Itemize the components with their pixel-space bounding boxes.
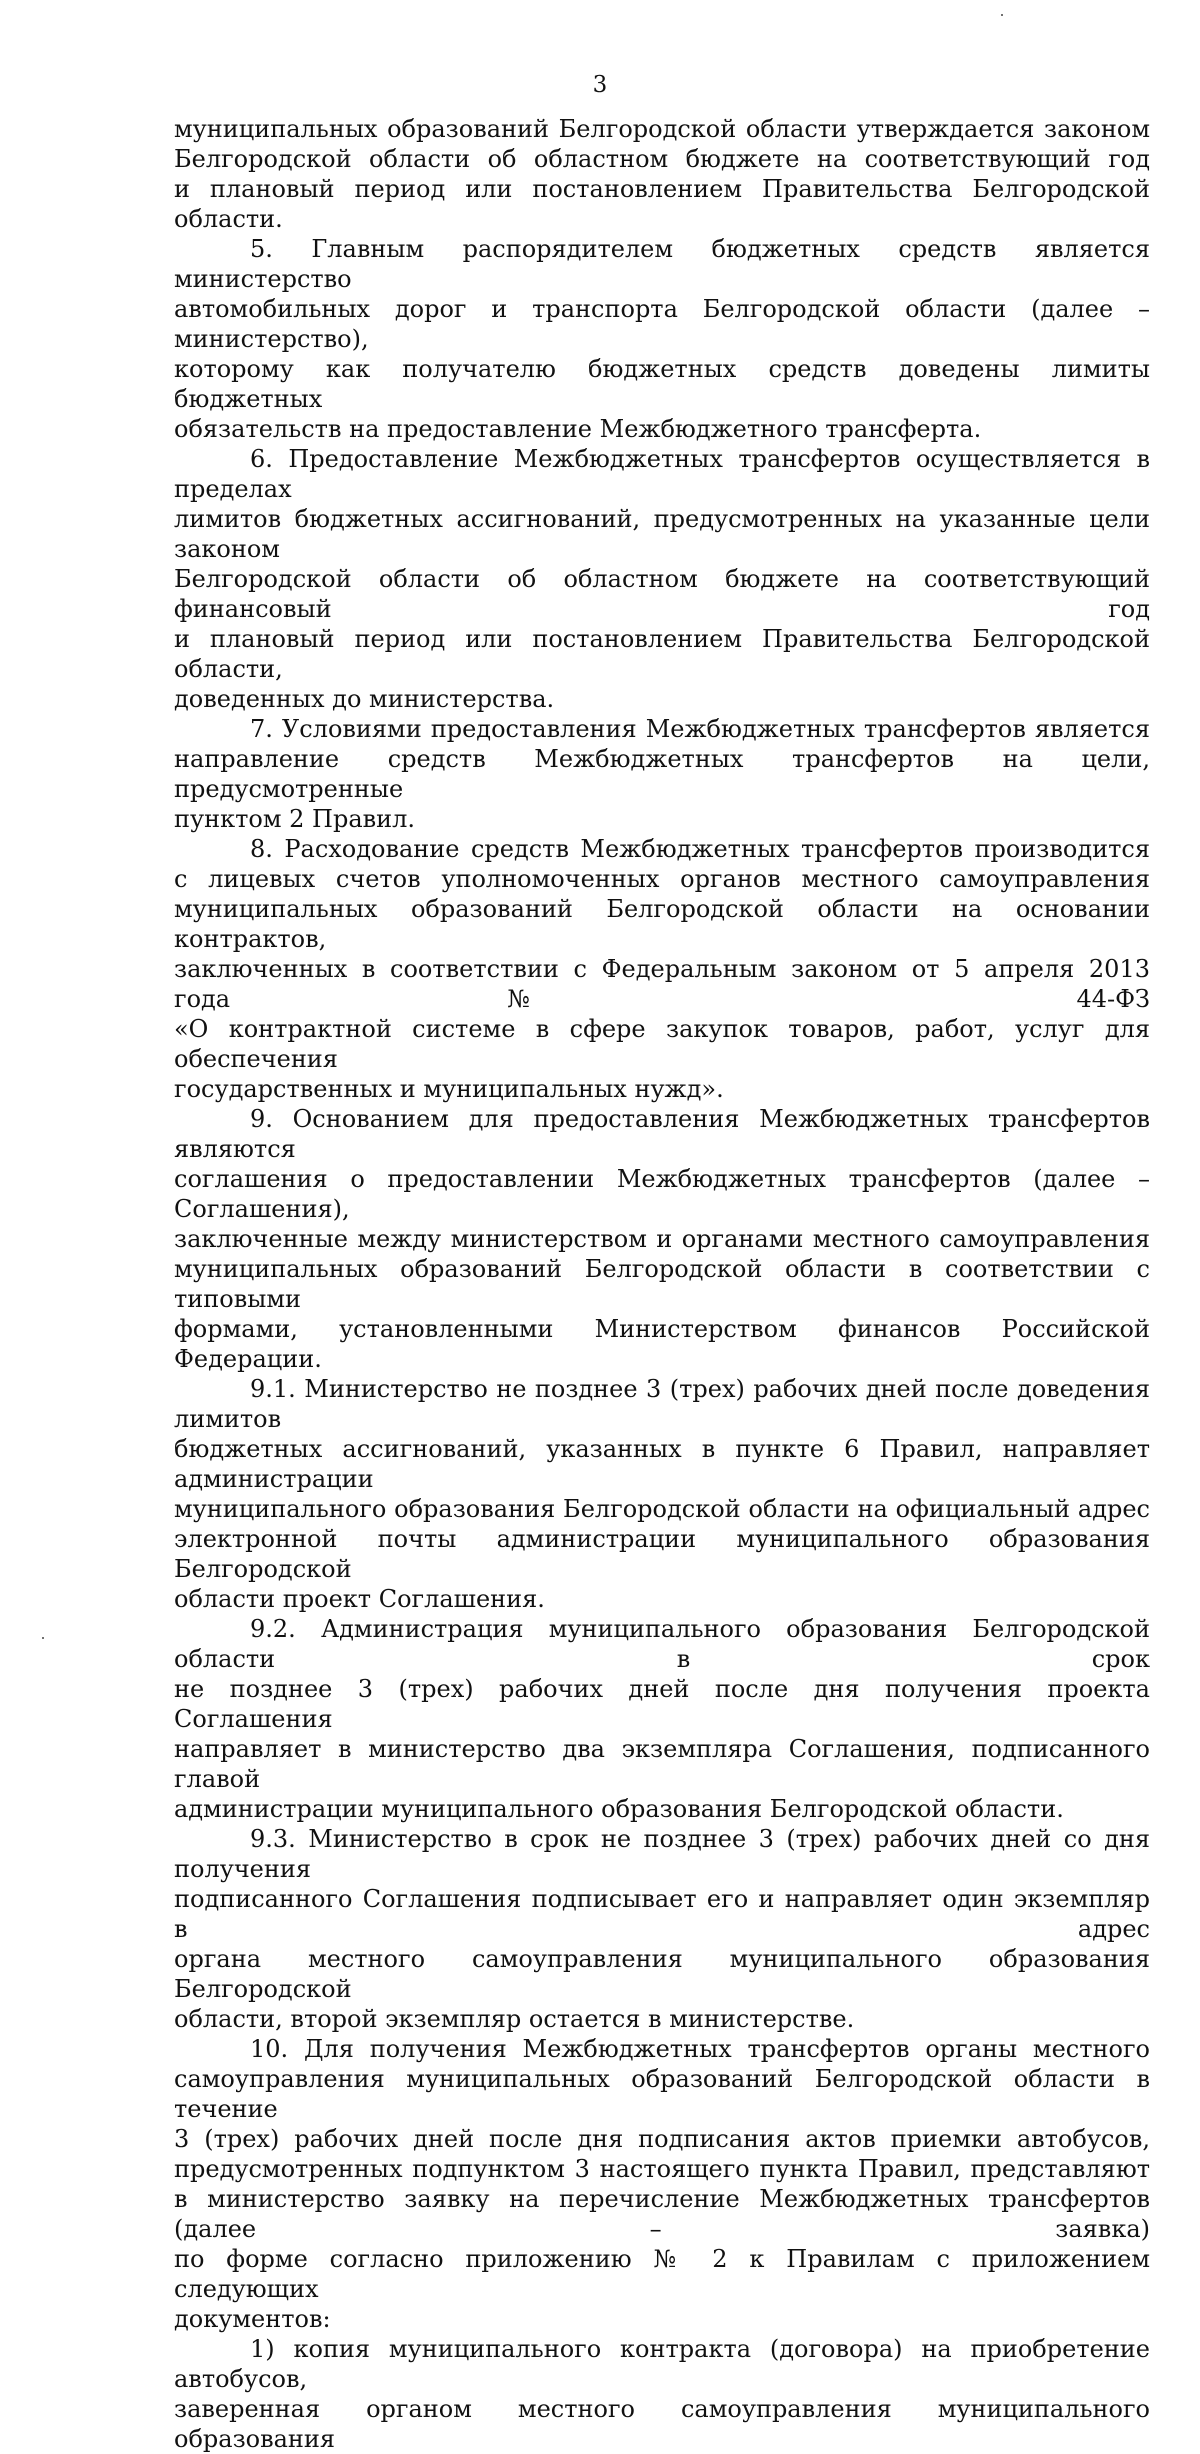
document-text-line: по форме согласно приложению № 2 к Правилам с приложением следующих <box>174 2245 1150 2303</box>
document-text-line: 6. Предоставление Межбюджетных трансфертов осуществляется в пределах <box>174 445 1150 503</box>
document-text-line: 1) копия муниципального контракта (договора) на приобретение автобусов, <box>174 2335 1150 2393</box>
document-text-line: органа местного самоуправления муниципального образования Белгородской <box>174 1945 1150 2003</box>
scan-speck <box>42 1637 44 1639</box>
document-text-line: бюджетных ассигнований, указанных в пункте 6 Правил, направляет администрации <box>174 1435 1150 1493</box>
document-text-line: и плановый период или постановлением Правительства Белгородской области. <box>174 175 1150 233</box>
document-text-line: муниципальных образований Белгородской области утверждается законом <box>174 115 1150 143</box>
document-text-line: заключенные между министерством и органами местного самоуправления <box>174 1225 1150 1253</box>
document-text-line: 7. Условиями предоставления Межбюджетных трансфертов является <box>250 715 1150 743</box>
document-text-line: в министерство заявку на перечисление Межбюджетных трансфертов (далее – заявка) <box>174 2185 1150 2243</box>
document-text-line: области проект Соглашения. <box>174 1585 545 1613</box>
scan-speck <box>1001 14 1003 16</box>
document-text-line: формами, установленными Министерством финансов Российской Федерации. <box>174 1315 1150 1373</box>
document-text-line: заключенных в соответствии с Федеральным законом от 5 апреля 2013 года № 44-ФЗ <box>174 955 1150 1013</box>
document-text-line: государственных и муниципальных нужд». <box>174 1075 724 1103</box>
document-text-line: направление средств Межбюджетных трансфертов на цели, предусмотренные <box>174 745 1150 803</box>
document-text-line: 8. Расходование средств Межбюджетных трансфертов производится <box>250 835 1150 863</box>
document-text-line: 3 (трех) рабочих дней после дня подписания актов приемки автобусов, <box>174 2125 1150 2153</box>
document-text-line: заверенная органом местного самоуправления муниципального образования <box>174 2395 1150 2453</box>
document-text-line: муниципального образования Белгородской области на официальный адрес <box>174 1495 1150 1523</box>
document-text-line: обязательств на предоставление Межбюджетного трансферта. <box>174 415 982 443</box>
document-text-line: самоуправления муниципальных образований Белгородской области в течение <box>174 2065 1150 2123</box>
document-text-line: муниципальных образований Белгородской области на основании контрактов, <box>174 895 1150 953</box>
document-text-line: Белгородской области об областном бюджете на соответствующий год <box>174 145 1150 173</box>
document-text-line: доведенных до министерства. <box>174 685 555 713</box>
document-text-line: электронной почты администрации муниципального образования Белгородской <box>174 1525 1150 1583</box>
document-text-line: муниципальных образований Белгородской области в соответствии с типовыми <box>174 1255 1150 1313</box>
document-text-line: направляет в министерство два экземпляра Соглашения, подписанного главой <box>174 1735 1150 1793</box>
document-text-line: 9. Основанием для предоставления Межбюджетных трансфертов являются <box>174 1105 1150 1163</box>
document-text-line: лимитов бюджетных ассигнований, предусмотренных на указанные цели законом <box>174 505 1150 563</box>
document-text-line: «О контрактной системе в сфере закупок товаров, работ, услуг для обеспечения <box>174 1015 1150 1073</box>
document-text-line: документов: <box>174 2305 331 2333</box>
document-text-line: не позднее 3 (трех) рабочих дней после дня получения проекта Соглашения <box>174 1675 1150 1733</box>
document-text-line: которому как получателю бюджетных средств доведены лимиты бюджетных <box>174 355 1150 413</box>
document-text-line: пунктом 2 Правил. <box>174 805 416 833</box>
document-text-line: и плановый период или постановлением Правительства Белгородской области, <box>174 625 1150 683</box>
page-number: 3 <box>592 72 608 98</box>
document-text-line: соглашения о предоставлении Межбюджетных трансфертов (далее – Соглашения), <box>174 1165 1150 1223</box>
document-text-line: с лицевых счетов уполномоченных органов местного самоуправления <box>174 865 1150 893</box>
document-text-line: Белгородской области об областном бюджете на соответствующий финансовый год <box>174 565 1150 623</box>
document-text-line: администрации муниципального образования Белгородской области. <box>174 1795 1064 1823</box>
document-body-text <box>174 114 1150 2454</box>
document-text-line: 9.3. Министерство в срок не позднее 3 (трех) рабочих дней со дня получения <box>174 1825 1150 1883</box>
document-text-line: 5. Главным распорядителем бюджетных средств является министерство <box>174 235 1150 293</box>
document-text-line: 10. Для получения Межбюджетных трансфертов органы местного <box>250 2035 1150 2063</box>
document-text-line: области, второй экземпляр остается в министерстве. <box>174 2005 855 2033</box>
document-text-line: автомобильных дорог и транспорта Белгородской области (далее – министерство), <box>174 295 1150 353</box>
document-text-line: предусмотренных подпунктом 3 настоящего пункта Правил, представляют <box>174 2155 1150 2183</box>
document-text-line: 9.1. Министерство не позднее 3 (трех) рабочих дней после доведения лимитов <box>174 1375 1150 1433</box>
document-text-line: подписанного Соглашения подписывает его и направляет один экземпляр в адрес <box>174 1885 1150 1943</box>
document-text-line: 9.2. Администрация муниципального образования Белгородской области в срок <box>174 1615 1150 1673</box>
